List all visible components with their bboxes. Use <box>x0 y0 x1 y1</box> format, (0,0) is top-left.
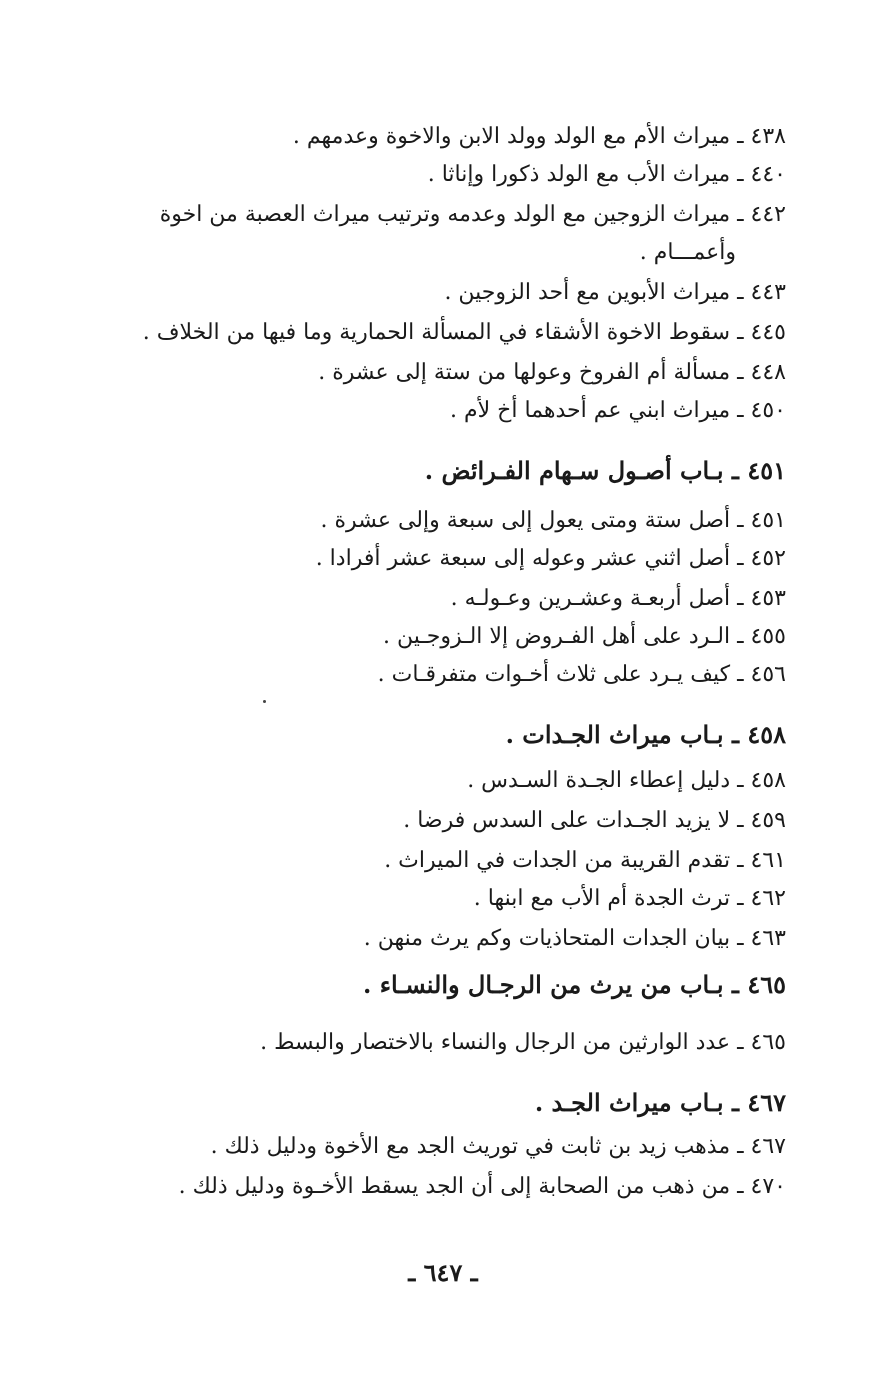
index-entry: ٤٦٣ ـ بيان الجدات المتحاذيات وكم يرث منهن . <box>363 926 786 951</box>
index-entry: ٤٤٢ ـ ميراث الزوجين مع الولد وعدمه وترتيب ميراث العصبة من اخوة <box>159 202 786 227</box>
page-number: ـ ٦٤٧ ـ <box>408 1258 478 1287</box>
index-entry: ٤٣٨ ـ ميراث الأم مع الولد وولد الابن والاخوة وعدمهم . <box>292 124 786 149</box>
index-entry-continuation: وأعمـــام . <box>639 240 736 265</box>
index-entry: ٤٥٦ ـ كيف يـرد على ثلاث أخـوات متفرقـات . <box>377 662 786 687</box>
index-entry: ٤٥٥ ـ الـرد على أهل الفـروض إلا الـزوجـين . <box>382 624 786 649</box>
chapter-heading: ٤٦٥ ـ بـاب من يرث من الرجـال والنسـاء . <box>363 970 786 999</box>
index-entry: ٤٤٠ ـ ميراث الأب مع الولد ذكورا وإناثا . <box>427 162 786 187</box>
index-entry: ٤٥٩ ـ لا يزيد الجـدات على السدس فرضا . <box>403 808 786 833</box>
index-entry: ٤٤٣ ـ ميراث الأبوين مع أحد الزوجين . <box>444 280 786 305</box>
stray-mark <box>263 700 266 703</box>
index-entry: ٤٥٨ ـ دليل إعطاء الجـدة السـدس . <box>467 768 786 793</box>
index-entry: ٤٥٠ ـ ميراث ابني عم أحدهما أخ لأم . <box>450 398 786 423</box>
index-entry: ٤٦٧ ـ مذهب زيد بن ثابت في توريث الجد مع الأخوة ودليل ذلك . <box>210 1134 786 1159</box>
index-entry: ٤٦١ ـ تقدم القريبة من الجدات في الميراث . <box>384 848 786 873</box>
chapter-heading: ٤٥٨ ـ بـاب ميراث الجـدات . <box>505 720 786 749</box>
index-entry: ٤٦٢ ـ ترث الجدة أم الأب مع ابنها . <box>473 886 786 911</box>
chapter-heading: ٤٥١ ـ بـاب أصـول سـهام الفـرائض . <box>424 456 786 485</box>
index-entry: ٤٤٨ ـ مسألة أم الفروخ وعولها من ستة إلى عشرة . <box>318 360 786 385</box>
index-entry: ٤٥٢ ـ أصل اثني عشر وعوله إلى سبعة عشر أفرادا . <box>315 546 786 571</box>
index-entry: ٤٤٥ ـ سقوط الاخوة الأشقاء في المسألة الحمارية وما فيها من الخلاف . <box>142 320 786 345</box>
index-entry: ٤٦٥ ـ عدد الوارثين من الرجال والنساء بالاختصار والبسط . <box>260 1030 786 1055</box>
chapter-heading: ٤٦٧ ـ بـاب ميراث الجـد . <box>534 1088 786 1117</box>
index-entry: ٤٥٣ ـ أصل أربعـة وعشـرين وعـولـه . <box>450 586 786 611</box>
index-entry: ٤٥١ ـ أصل ستة ومتى يعول إلى سبعة وإلى عشرة . <box>320 508 786 533</box>
index-entry: ٤٧٠ ـ من ذهب من الصحابة إلى أن الجد يسقط الأخـوة ودليل ذلك . <box>178 1174 786 1199</box>
